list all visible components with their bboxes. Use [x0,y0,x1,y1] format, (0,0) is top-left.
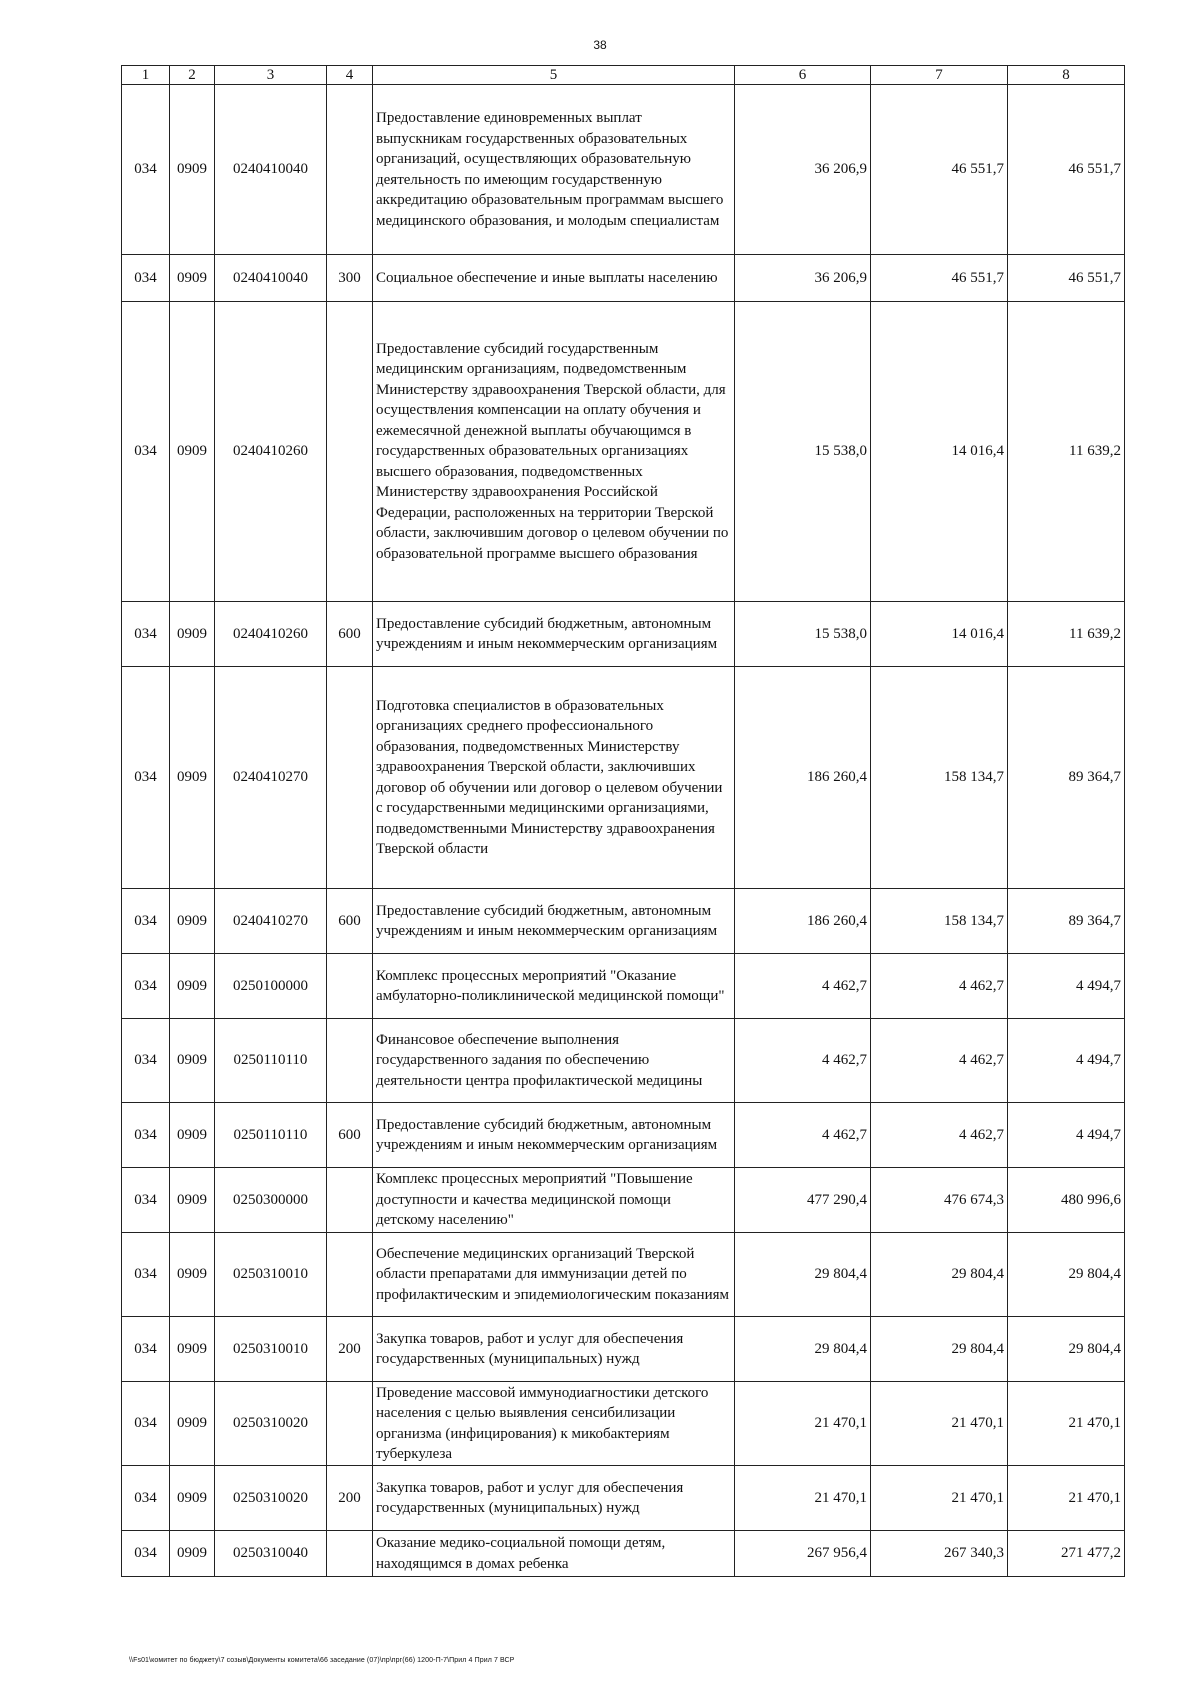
footer-file-path: \\Fs01\комитет по бюджету\7 созыв\Документы комитета\66 заседание (07)\пр\прг(66) 1200-П-7\Прил 4 Прил 7 ВСР [129,1657,515,1664]
table-row [122,954,1125,1019]
admin-code: 034 [122,954,170,1019]
target-article: 0240410270 [215,889,327,954]
table-row [122,85,1125,255]
amount-col7: 158 134,7 [871,667,1008,889]
amount-col8: 4 494,7 [1008,954,1125,1019]
amount-col7: 158 134,7 [871,889,1008,954]
amount-col7: 14 016,4 [871,302,1008,602]
table-row [122,602,1125,667]
admin-code: 034 [122,602,170,667]
target-article: 0250100000 [215,954,327,1019]
table-row [122,1531,1125,1577]
target-article: 0250310040 [215,1531,327,1577]
amount-col8: 89 364,7 [1008,889,1125,954]
expense-type: 600 [327,889,373,954]
amount-col8: 4 494,7 [1008,1019,1125,1103]
expense-type [327,302,373,602]
amount-col7: 29 804,4 [871,1233,1008,1317]
target-article: 0250310020 [215,1382,327,1466]
expense-type [327,1168,373,1233]
description: Комплекс процессных мероприятий "Оказание амбулаторно-поликлинической медицинской помощи" [373,954,735,1019]
table-row [122,667,1125,889]
description: Оказание медико-социальной помощи детям, находящимся в домах ребенка [373,1531,735,1577]
target-article: 0250310010 [215,1317,327,1382]
section-code: 0909 [170,602,215,667]
expense-type [327,667,373,889]
header-cell: 4 [327,66,373,85]
amount-col6: 4 462,7 [735,1103,871,1168]
section-code: 0909 [170,1103,215,1168]
header-cell: 6 [735,66,871,85]
amount-col7: 4 462,7 [871,1103,1008,1168]
expense-type: 300 [327,255,373,302]
table-row [122,889,1125,954]
amount-col7: 267 340,3 [871,1531,1008,1577]
section-code: 0909 [170,667,215,889]
amount-col6: 36 206,9 [735,85,871,255]
amount-col8: 21 470,1 [1008,1382,1125,1466]
header-cell: 5 [373,66,735,85]
description: Закупка товаров, работ и услуг для обеспечения государственных (муниципальных) нужд [373,1317,735,1382]
admin-code: 034 [122,1531,170,1577]
table-row [122,255,1125,302]
admin-code: 034 [122,889,170,954]
amount-col8: 480 996,6 [1008,1168,1125,1233]
admin-code: 034 [122,302,170,602]
description: Комплекс процессных мероприятий "Повышение доступности и качества медицинской помощи детскому населению" [373,1168,735,1233]
section-code: 0909 [170,1531,215,1577]
amount-col6: 29 804,4 [735,1233,871,1317]
header-cell: 7 [871,66,1008,85]
target-article: 0240410040 [215,255,327,302]
table-row [122,1103,1125,1168]
amount-col6: 4 462,7 [735,1019,871,1103]
target-article: 0250110110 [215,1103,327,1168]
amount-col7: 4 462,7 [871,1019,1008,1103]
target-article: 0240410260 [215,602,327,667]
header-cell: 3 [215,66,327,85]
section-code: 0909 [170,1466,215,1531]
admin-code: 034 [122,1317,170,1382]
target-article: 0240410270 [215,667,327,889]
section-code: 0909 [170,1382,215,1466]
table-row [122,1317,1125,1382]
target-article: 0240410040 [215,85,327,255]
expense-type: 200 [327,1466,373,1531]
amount-col8: 46 551,7 [1008,85,1125,255]
description: Обеспечение медицинских организаций Тверской области препаратами для иммунизации детей по профилактическим и эпидемиологическим показаниям [373,1233,735,1317]
table-row [122,1382,1125,1466]
description: Предоставление субсидий бюджетным, автономным учреждениям и иным некоммерческим организациям [373,602,735,667]
expense-type: 600 [327,602,373,667]
page-number: 38 [593,38,607,52]
header-cell: 2 [170,66,215,85]
description: Социальное обеспечение и иные выплаты населению [373,255,735,302]
amount-col8: 46 551,7 [1008,255,1125,302]
description: Предоставление единовременных выплат выпускникам государственных образовательных организаций, осуществляющих образовательную деятельность по имеющим государственную аккредитацию образовательным программам высшего медицинского образования, и молодым специалистам [373,85,735,255]
amount-col6: 477 290,4 [735,1168,871,1233]
amount-col6: 4 462,7 [735,954,871,1019]
amount-col6: 21 470,1 [735,1382,871,1466]
admin-code: 034 [122,667,170,889]
expense-type [327,954,373,1019]
admin-code: 034 [122,1466,170,1531]
table-row [122,302,1125,602]
amount-col7: 21 470,1 [871,1382,1008,1466]
amount-col6: 186 260,4 [735,667,871,889]
amount-col7: 46 551,7 [871,85,1008,255]
expense-type [327,1531,373,1577]
admin-code: 034 [122,1233,170,1317]
description: Подготовка специалистов в образовательных организациях среднего профессионального образования, подведомственных Министерству здравоохранения Тверской области, заключивших договор об обучении или договор о целевом обучении с государственными медицинскими организациями, подведомственными Министерству здравоохранения Тверской области [373,667,735,889]
amount-col7: 476 674,3 [871,1168,1008,1233]
budget-table [121,65,1125,1577]
amount-col8: 11 639,2 [1008,302,1125,602]
amount-col8: 4 494,7 [1008,1103,1125,1168]
amount-col8: 89 364,7 [1008,667,1125,889]
amount-col7: 21 470,1 [871,1466,1008,1531]
expense-type: 200 [327,1317,373,1382]
target-article: 0250310010 [215,1233,327,1317]
section-code: 0909 [170,1317,215,1382]
description: Предоставление субсидий бюджетным, автономным учреждениям и иным некоммерческим организациям [373,1103,735,1168]
expense-type: 600 [327,1103,373,1168]
section-code: 0909 [170,889,215,954]
expense-type [327,1019,373,1103]
section-code: 0909 [170,1168,215,1233]
header-row [122,66,1125,85]
section-code: 0909 [170,954,215,1019]
amount-col8: 21 470,1 [1008,1466,1125,1531]
admin-code: 034 [122,255,170,302]
table-row [122,1466,1125,1531]
amount-col6: 36 206,9 [735,255,871,302]
target-article: 0250310020 [215,1466,327,1531]
section-code: 0909 [170,85,215,255]
admin-code: 034 [122,1019,170,1103]
section-code: 0909 [170,302,215,602]
expense-type [327,85,373,255]
section-code: 0909 [170,1233,215,1317]
amount-col6: 21 470,1 [735,1466,871,1531]
table-row [122,1233,1125,1317]
amount-col7: 46 551,7 [871,255,1008,302]
amount-col6: 15 538,0 [735,602,871,667]
target-article: 0250300000 [215,1168,327,1233]
expense-type [327,1233,373,1317]
amount-col7: 4 462,7 [871,954,1008,1019]
target-article: 0240410260 [215,302,327,602]
header-cell: 8 [1008,66,1125,85]
amount-col6: 29 804,4 [735,1317,871,1382]
amount-col8: 271 477,2 [1008,1531,1125,1577]
admin-code: 034 [122,1103,170,1168]
admin-code: 034 [122,85,170,255]
amount-col6: 15 538,0 [735,302,871,602]
description: Финансовое обеспечение выполнения государственного задания по обеспечению деятельности центра профилактической медицины [373,1019,735,1103]
amount-col6: 186 260,4 [735,889,871,954]
admin-code: 034 [122,1382,170,1466]
section-code: 0909 [170,255,215,302]
description: Предоставление субсидий бюджетным, автономным учреждениям и иным некоммерческим организациям [373,889,735,954]
amount-col6: 267 956,4 [735,1531,871,1577]
description: Закупка товаров, работ и услуг для обеспечения государственных (муниципальных) нужд [373,1466,735,1531]
table-row [122,1019,1125,1103]
amount-col7: 29 804,4 [871,1317,1008,1382]
amount-col8: 11 639,2 [1008,602,1125,667]
header-cell: 1 [122,66,170,85]
table-row [122,1168,1125,1233]
expense-type [327,1382,373,1466]
description: Предоставление субсидий государственным медицинским организациям, подведомственным Министерству здравоохранения Тверской области, для осуществления компенсации на оплату обучения и ежемесячной денежной выплаты обучающимся в государственных образовательных организациях высшего образования, подведомственных Министерству здравоохранения Российской Федерации, расположенных на территории Тверской области, заключившим договор о целевом обучении по образовательной программе высшего образования [373,302,735,602]
section-code: 0909 [170,1019,215,1103]
amount-col7: 14 016,4 [871,602,1008,667]
admin-code: 034 [122,1168,170,1233]
amount-col8: 29 804,4 [1008,1317,1125,1382]
description: Проведение массовой иммунодиагностики детского населения с целью выявления сенсибилизации организма (инфицирования) к микобактериям туберкулеза [373,1382,735,1466]
amount-col8: 29 804,4 [1008,1233,1125,1317]
target-article: 0250110110 [215,1019,327,1103]
